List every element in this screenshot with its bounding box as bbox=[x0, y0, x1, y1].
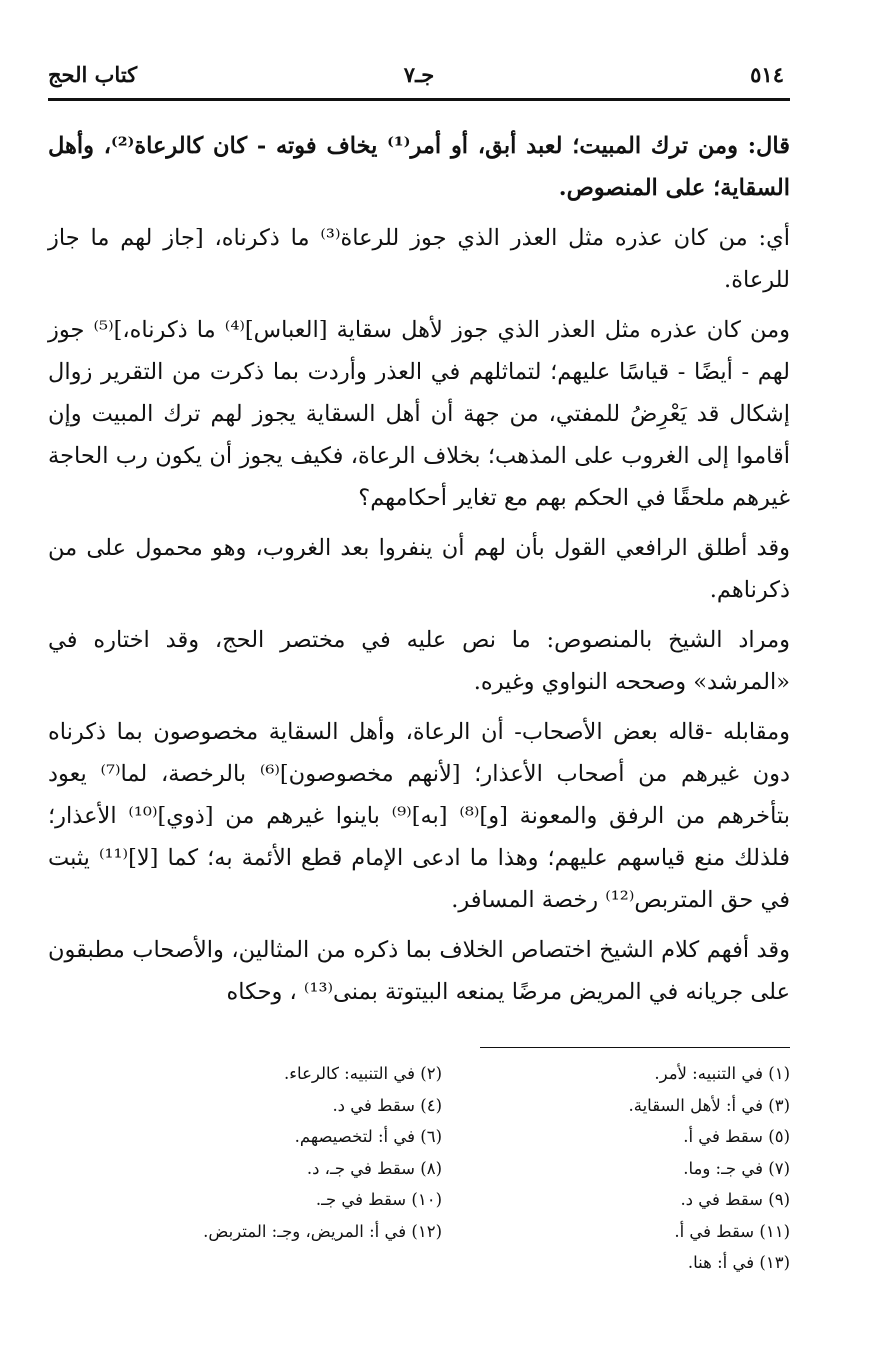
footnote: (٦) في أ: لتخصيصهم. bbox=[294, 1127, 442, 1146]
paragraph: وقد أطلق الرافعي القول بأن لهم أن ينفروا بعد الغروب، وهو محمول على من ذكرناهم. bbox=[48, 535, 790, 603]
footnote: (١٢) في أ: المريض، وجـ: المتربض. bbox=[203, 1221, 442, 1241]
paragraph: ومقابله -قاله بعض الأصحاب- أن الرعاة، وأهل السقاية مخصوصون بما ذكرناه دون غيرهم من أصحاب الأعذار؛ [لأنهم مخصوصون]⁽⁶⁾ بالرخصة، لما⁽⁷⁾ يعود بتأخرهم من الرفق والمعونة [و]⁽⁸⁾ [به]⁽⁹⁾ باينوا غيرهم من [ذوي]⁽¹⁰⁾ الأعذار؛ فلذلك منع قياسهم عليهم؛ وهذا ما ادعى الإمام قطع الأئمة به؛ كما [لا]⁽¹¹⁾ يثبت في حق المتربص⁽¹²⁾ رخصة المسافر. bbox=[48, 719, 790, 913]
running-header bbox=[48, 60, 790, 94]
footnote: (١٣) في أ: هنا. bbox=[687, 1253, 790, 1272]
footnote-rule bbox=[480, 1047, 790, 1048]
main-text bbox=[48, 125, 790, 1013]
footnote: (١١) سقط في أ. bbox=[674, 1221, 790, 1241]
footnote: (١) في التنبيه: لأمر. bbox=[654, 1064, 790, 1083]
footnotes-left-column bbox=[112, 1058, 442, 1279]
footnote: (٥) سقط في أ. bbox=[683, 1127, 790, 1146]
footnotes bbox=[48, 1058, 790, 1279]
footnote: (٣) في أ: لأهل السقاية. bbox=[628, 1095, 790, 1115]
book-page bbox=[48, 60, 790, 1279]
paragraph: وقد أفهم كلام الشيخ اختصاص الخلاف بما ذكره من المثالين، والأصحاب مطبقون على جريانه في المريض مرضًا يمنعه البيتوتة بمنى⁽¹³⁾ ، وحكاه bbox=[48, 937, 790, 1005]
paragraph: ومن كان عذره مثل العذر الذي جوز لأهل سقاية [العباس]⁽⁴⁾ ما ذكرناه،]⁽⁵⁾ جوز لهم - أيضًا - قياسًا عليهم؛ لتماثلهم في العذر وأردت بما ذكرت من التقرير زوال إشكال قد يَعْرِضُ للمفتي، من جهة أن أهل السقاية يجوز لهم ترك المبيت وإن أقاموا إلى الغروب على المذهب؛ بخلاف الرعاة، فكيف يجوز أن يكون رب الحاجة غيرهم ملحقًا في الحكم بهم مع تغاير أحكامهم؟ bbox=[48, 317, 790, 511]
volume-label: جـ٧ bbox=[403, 62, 435, 87]
paragraph-matn: قال: ومن ترك المبيت؛ لعبد أبق، أو أمر⁽¹⁾ يخاف فوته - كان كالرعاة⁽²⁾، وأهل السقاية؛ على المنصوص. bbox=[48, 133, 790, 201]
paragraph: ومراد الشيخ بالمنصوص: ما نص عليه في مختصر الحج، وقد اختاره في «المرشد» وصححه النواوي وغيره. bbox=[48, 627, 790, 695]
footnotes-right-column bbox=[460, 1058, 790, 1279]
footnote: (٤) سقط في د. bbox=[332, 1095, 442, 1115]
footnote: (٧) في جـ: وما. bbox=[683, 1158, 790, 1178]
footnote: (٢) في التنبيه: كالرعاء. bbox=[284, 1064, 442, 1083]
footnote: (٨) سقط في جـ، د. bbox=[306, 1158, 442, 1178]
page-number: ٥١٤ bbox=[750, 62, 784, 87]
paragraph: أي: من كان عذره مثل العذر الذي جوز للرعاة⁽³⁾ ما ذكرناه، [جاز لهم ما جاز للرعاة. bbox=[48, 225, 791, 293]
header-rule bbox=[48, 98, 790, 101]
book-title: كتاب الحج bbox=[48, 62, 138, 87]
footnote: (١٠) سقط في جـ. bbox=[315, 1190, 442, 1209]
footnote: (٩) سقط في د. bbox=[680, 1190, 790, 1209]
